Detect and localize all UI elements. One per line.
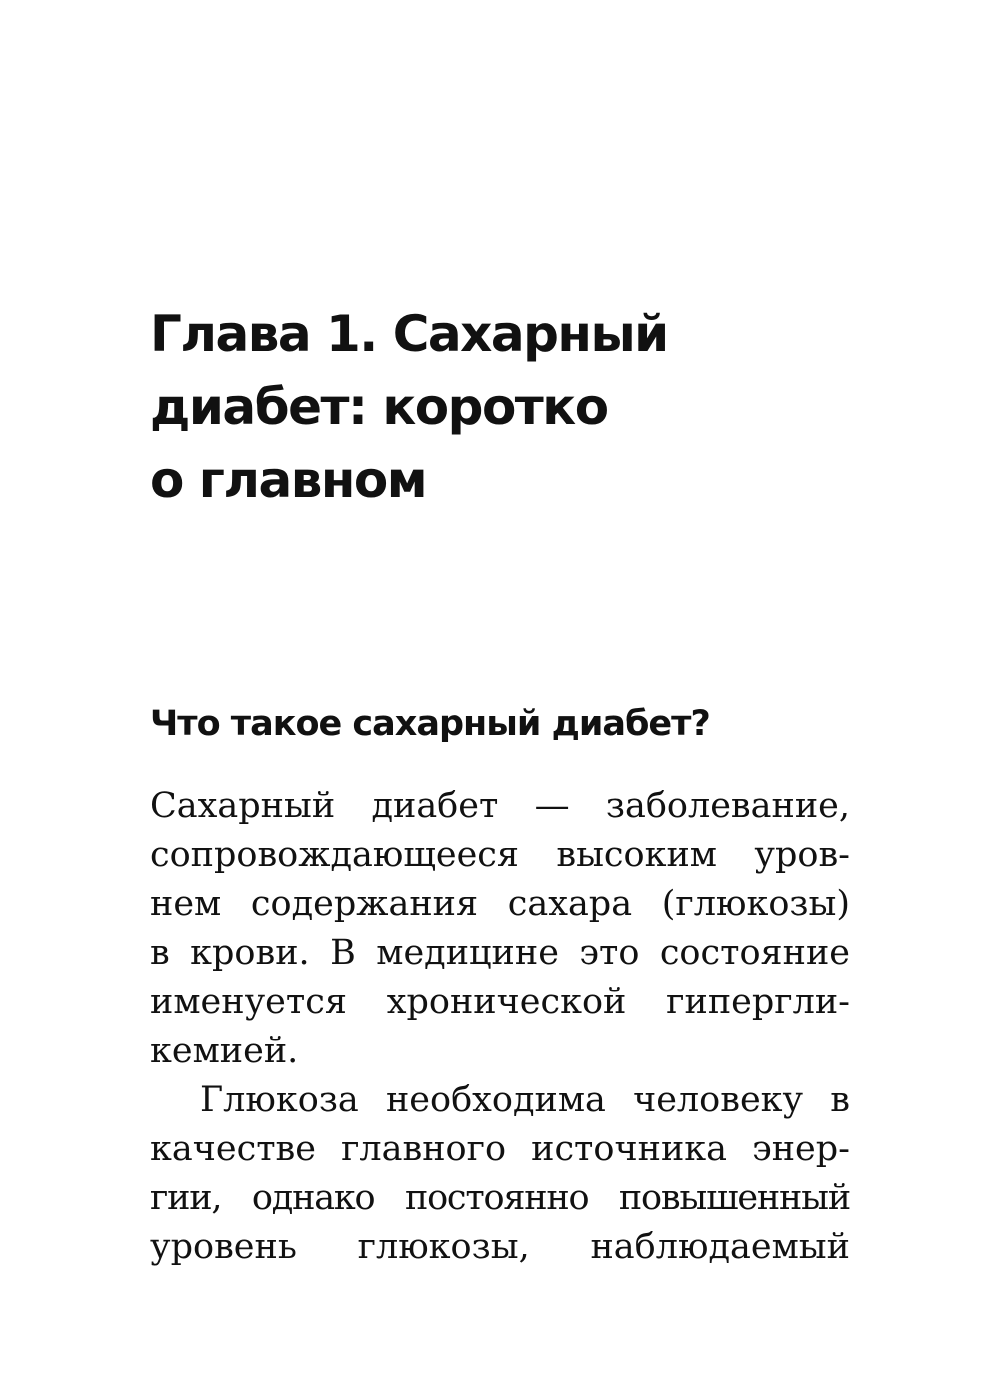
word: Сахарный <box>150 786 336 826</box>
word: однако <box>251 1178 375 1218</box>
word: высоким <box>556 835 718 875</box>
text-line <box>150 978 850 1027</box>
word: заболевание, <box>605 786 850 826</box>
text-line <box>150 1223 850 1272</box>
text-line <box>150 929 850 978</box>
word: содержания <box>250 884 479 924</box>
word: медицине <box>376 933 559 973</box>
word: повышенный <box>618 1178 850 1218</box>
section-heading: Что такое сахарный диабет? <box>150 704 710 744</box>
word: крови. <box>190 933 310 973</box>
paragraph <box>150 1076 850 1272</box>
word: в <box>830 1080 850 1120</box>
word: в <box>150 933 170 973</box>
word: гии, <box>150 1178 222 1218</box>
word: главного <box>341 1129 507 1169</box>
word: состояние <box>659 933 850 973</box>
text-line <box>150 831 850 880</box>
word: именуется <box>150 982 347 1022</box>
word: В <box>330 933 356 973</box>
body-text <box>150 782 850 1272</box>
text-line <box>150 1027 850 1076</box>
word: постоянно <box>404 1178 589 1218</box>
word: источника <box>531 1129 728 1169</box>
chapter-title-line: о главном <box>150 451 427 509</box>
text-line <box>150 782 850 831</box>
word: сахара <box>507 884 633 924</box>
word: уров- <box>754 835 850 875</box>
word: сопровождающееся <box>150 835 519 875</box>
word: необходима <box>385 1080 606 1120</box>
word: энер- <box>752 1129 850 1169</box>
chapter-title <box>150 298 850 517</box>
word: (глюкозы) <box>661 884 850 924</box>
word: Глюкоза <box>200 1080 359 1120</box>
chapter-title-line: диабет: коротко <box>150 378 608 436</box>
text-line <box>150 1076 850 1125</box>
word: диабет <box>371 786 499 826</box>
word: — <box>534 786 570 826</box>
text-line <box>150 1174 850 1223</box>
word: кемией. <box>150 1031 299 1071</box>
word: нем <box>150 884 222 924</box>
book-page <box>150 0 850 1400</box>
word: человеку <box>633 1080 804 1120</box>
paragraph <box>150 782 850 1076</box>
word: это <box>579 933 640 973</box>
word: уровень <box>150 1227 297 1267</box>
chapter-title-line: Глава 1. Сахарный <box>150 305 668 363</box>
text-line <box>150 880 850 929</box>
text-line <box>150 1125 850 1174</box>
word: глюкозы, <box>357 1227 530 1267</box>
word: гипергли- <box>666 982 850 1022</box>
word: хронической <box>386 982 627 1022</box>
word: качестве <box>150 1129 316 1169</box>
word: наблюдаемый <box>590 1227 850 1267</box>
